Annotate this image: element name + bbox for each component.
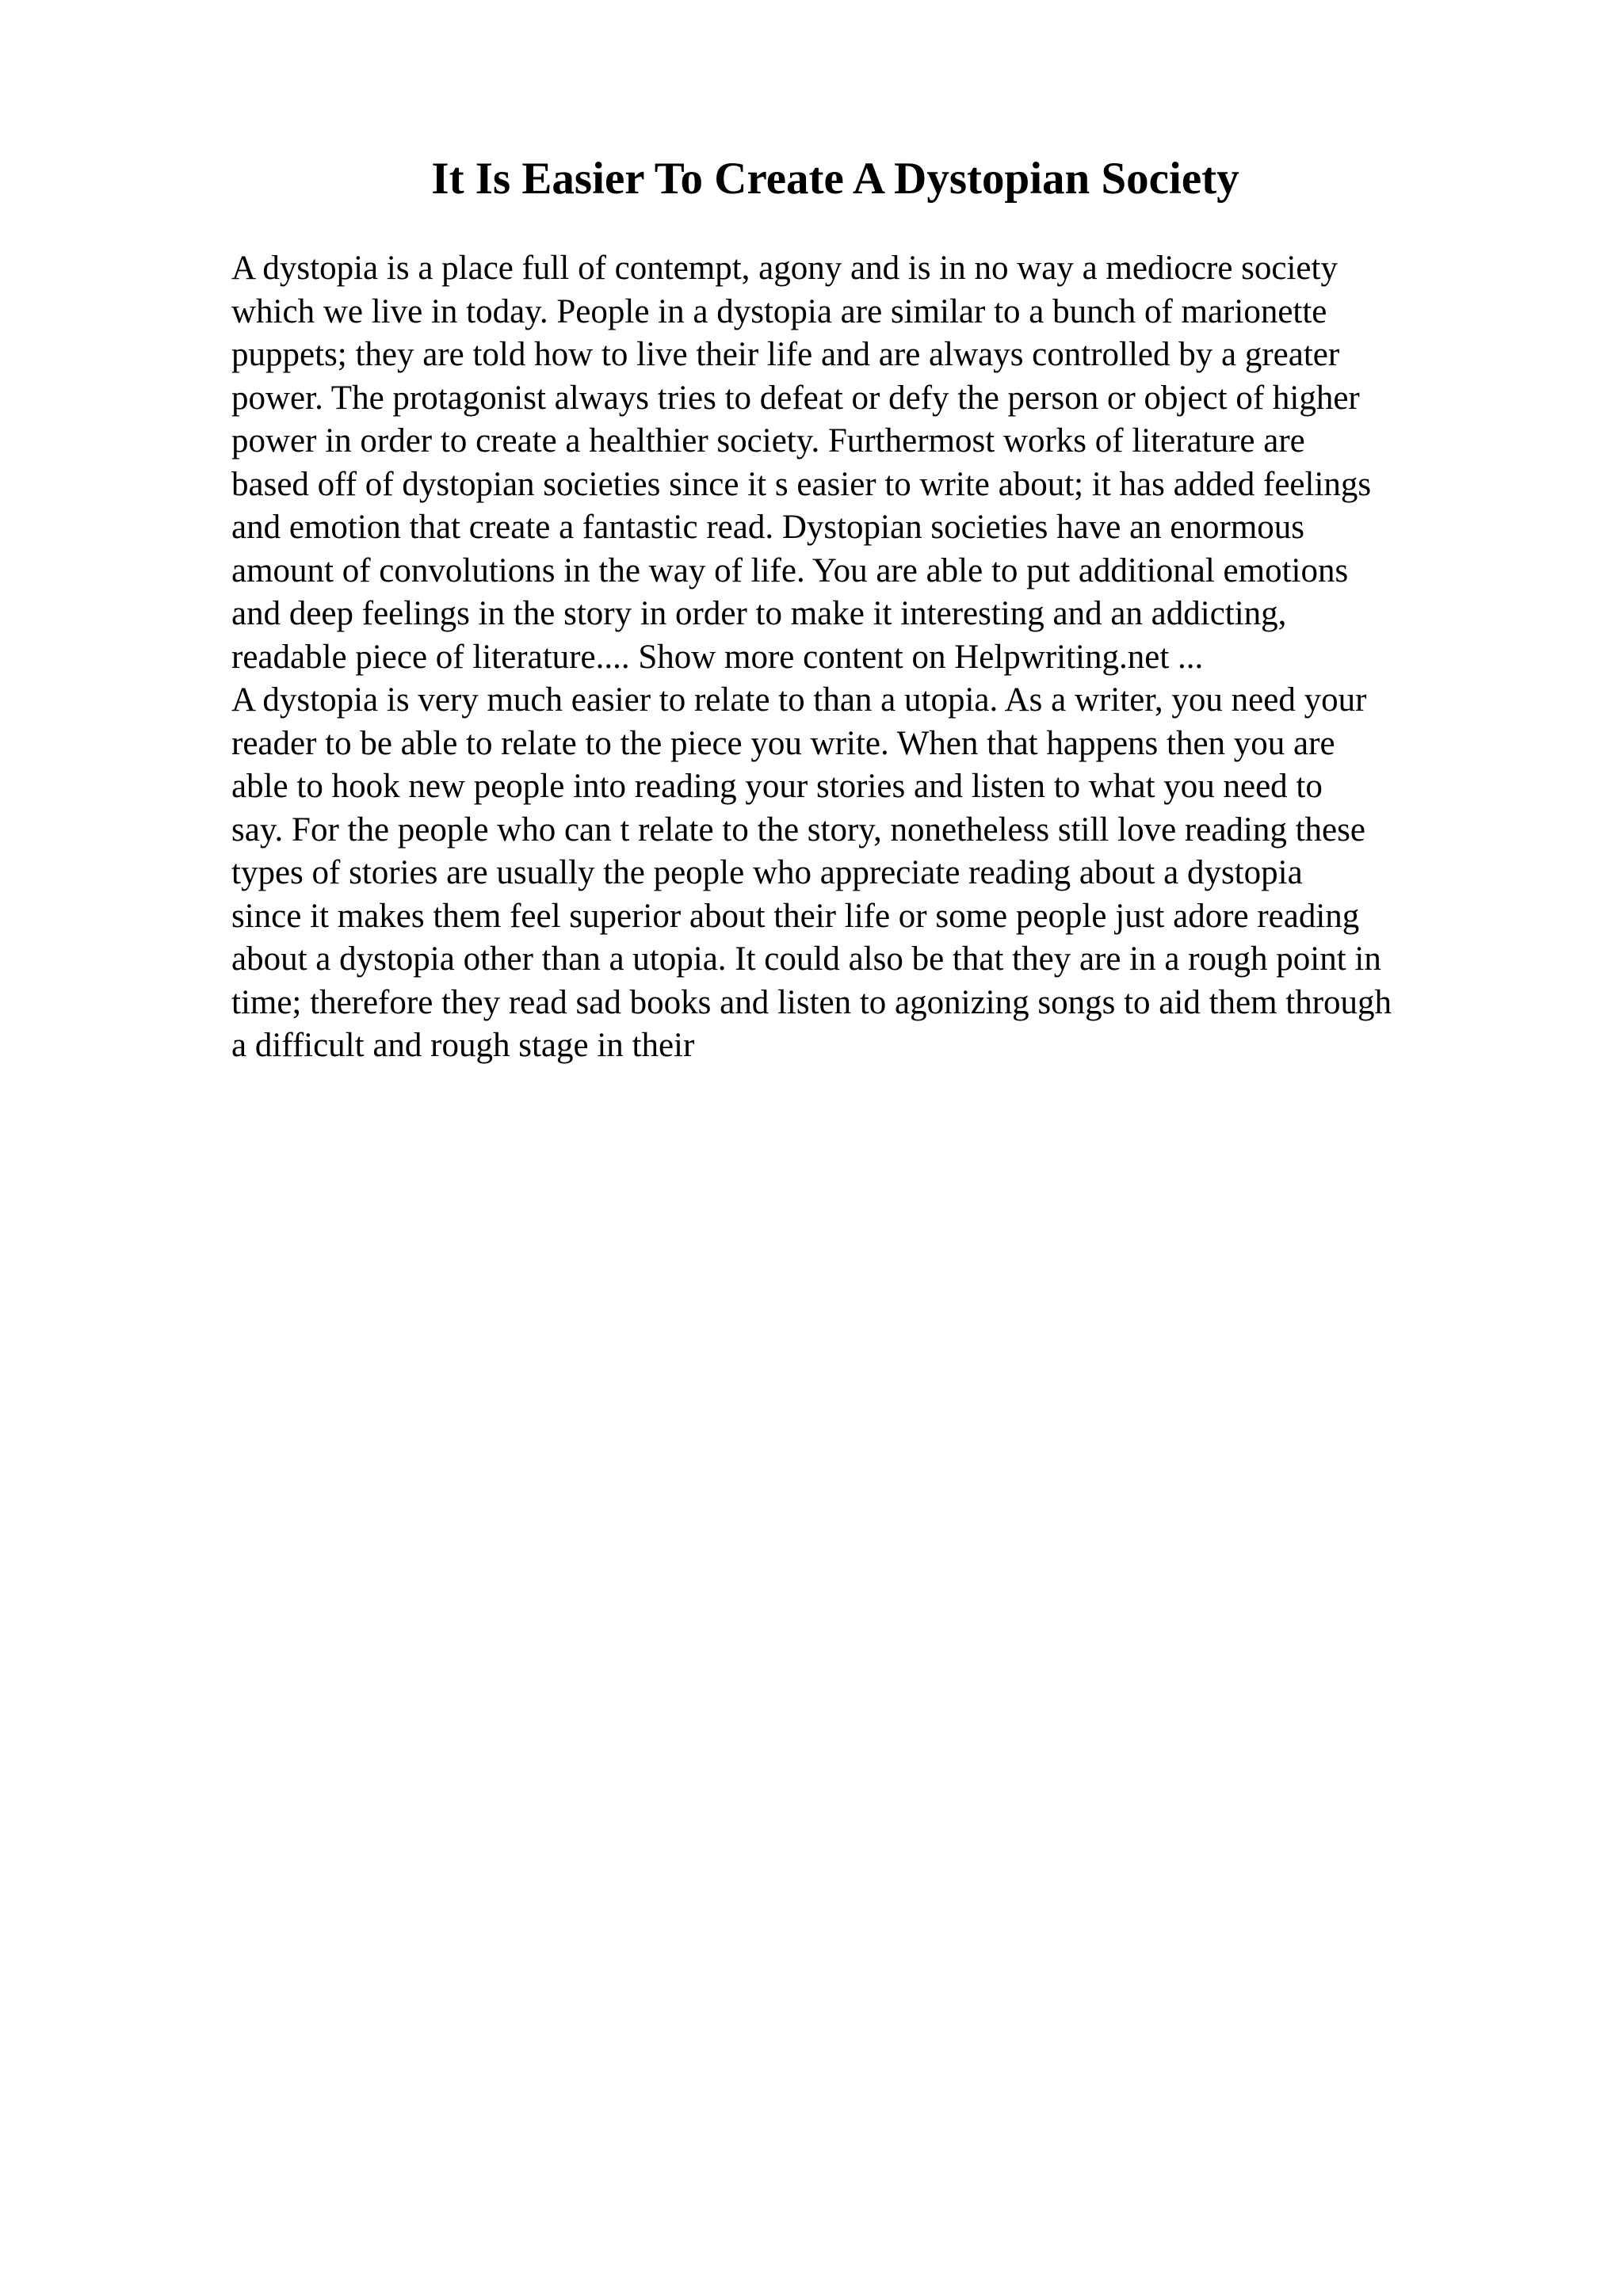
text-line: amount of convolutions in the way of life. You are able to put additional emotions (231, 551, 1349, 589)
text-line: say. For the people who can t relate to the story, nonetheless still love reading these (231, 810, 1365, 849)
text-line: and emotion that create a fantastic read. Dystopian societies have an enormous (231, 509, 1304, 546)
document-body (231, 247, 1499, 1068)
text-line: types of stories are usually the people who appreciate reading about a dystopia (231, 854, 1303, 891)
text-line: puppets; they are told how to live their life and are always controlled by a greater (231, 336, 1340, 373)
text-line: since it makes them feel superior about their life or some people just adore reading (231, 897, 1360, 935)
text-line: a difficult and rough stage in their (231, 1027, 695, 1064)
text-line: power. The protagonist always tries to defeat or defy the person or object of higher (231, 379, 1360, 417)
text-line: A dystopia is a place full of contempt, agony and is in no way a mediocre society (231, 250, 1338, 287)
text-line: based off of dystopian societies since it s easier to write about; it has added feelings (231, 465, 1372, 503)
text-line: which we live in today. People in a dystopia are similar to a bunch of marionette (231, 292, 1327, 330)
text-line: readable piece of literature.... Show more content on Helpwriting.net ... (231, 638, 1204, 676)
text-line: able to hook new people into reading your stories and listen to what you need to (231, 768, 1323, 805)
text-line: A dystopia is very much easier to relate to than a utopia. As a writer, you need your (231, 681, 1367, 719)
text-line: time; therefore they read sad books and listen to agonizing songs to aid them through (231, 983, 1392, 1021)
text-line: about a dystopia other than a utopia. It could also be that they are in a rough point in (231, 940, 1381, 978)
text-line: and deep feelings in the story in order to make it interesting and an addicting, (231, 595, 1287, 632)
text-line: power in order to create a healthier society. Furthermost works of literature are (231, 422, 1305, 460)
text-line: reader to be able to relate to the piece you write. When that happens then you are (231, 724, 1335, 762)
page-title: It Is Easier To Create A Dystopian Society (431, 154, 1239, 204)
